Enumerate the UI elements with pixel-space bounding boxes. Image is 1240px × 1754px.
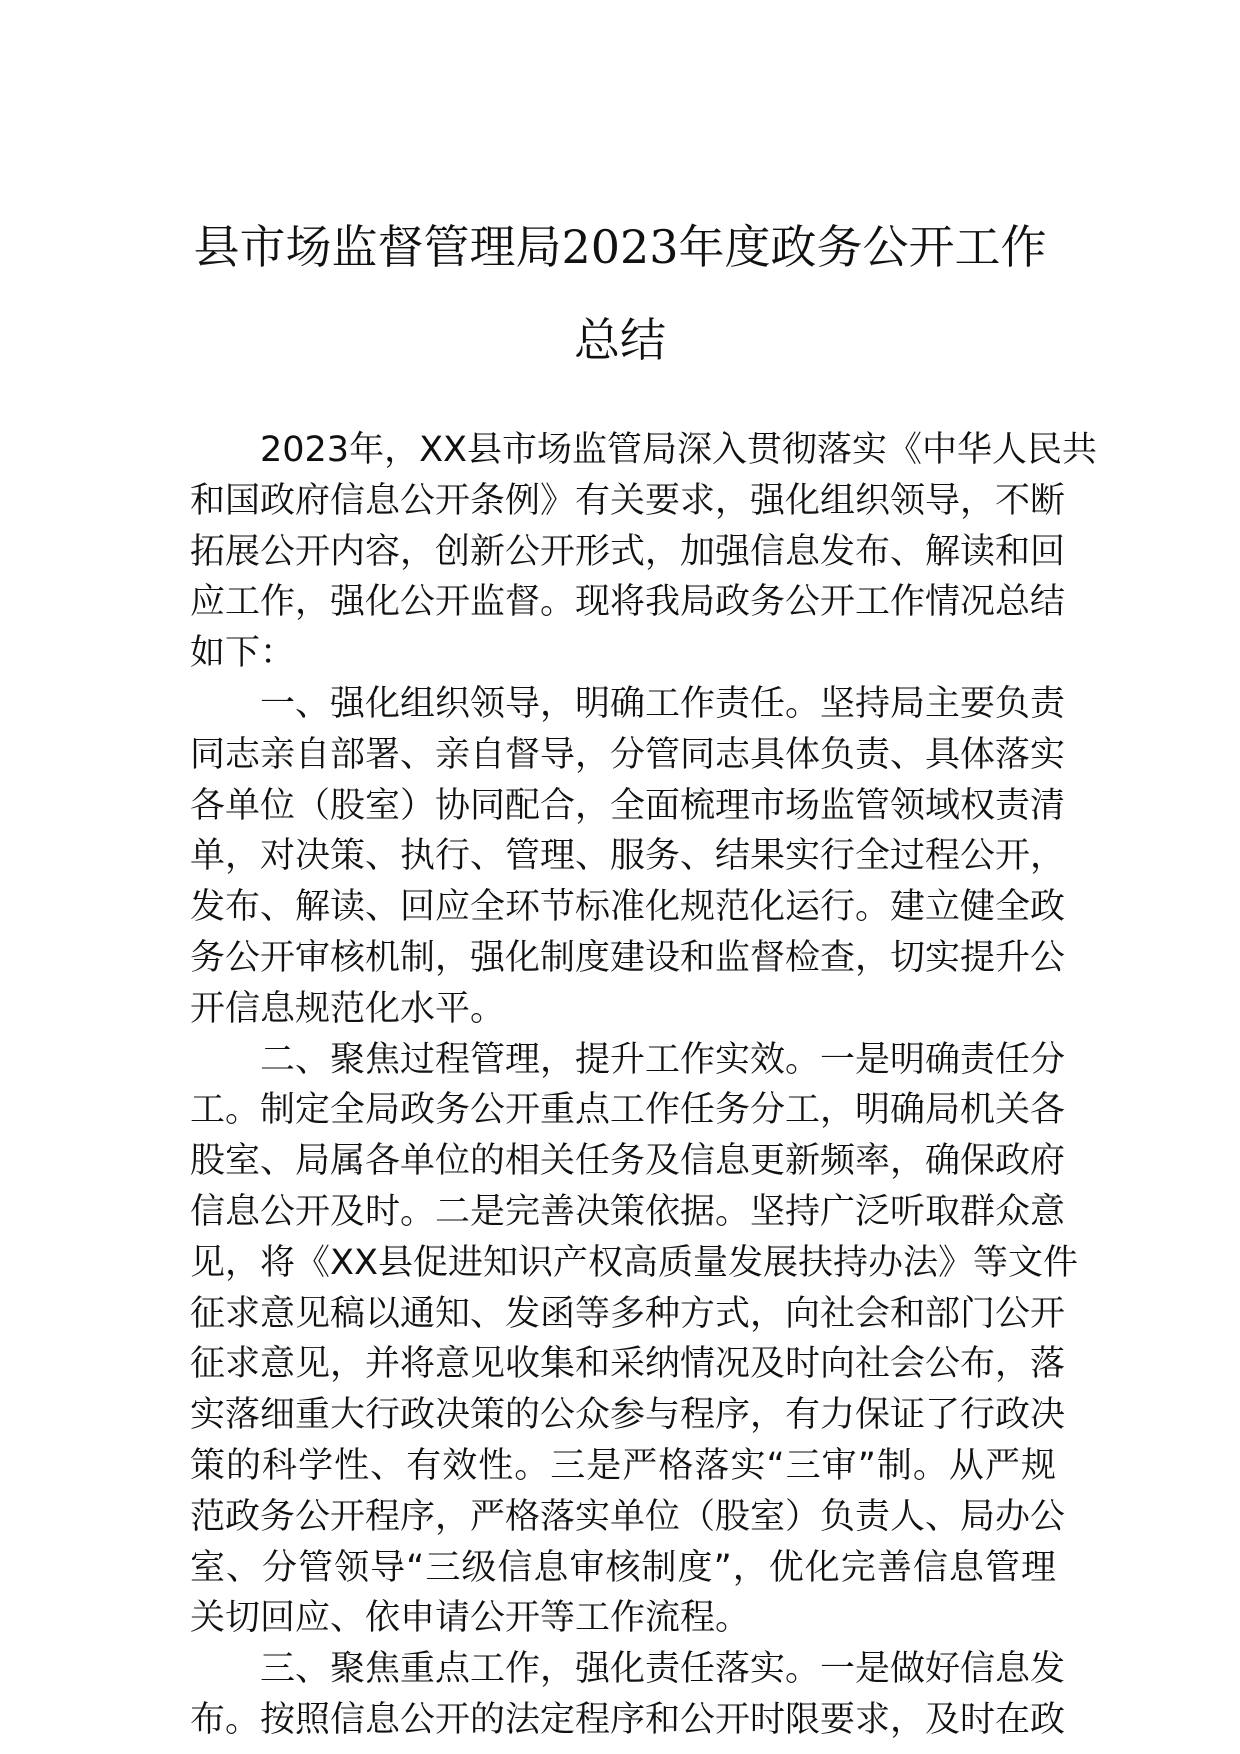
body-text-line: 应工作，强化公开监督。现将我局政务公开工作情况总结 xyxy=(190,582,1066,623)
body-text-line: 开信息规范化水平。 xyxy=(190,988,506,1029)
body-text-line: 关切回应、依申请公开等工作流程。 xyxy=(190,1598,751,1639)
body-text-line: 和国政府信息公开条例》有关要求，强化组织领导，不断 xyxy=(190,480,1066,521)
body-text-line: 各单位（股室）协同配合，全面梳理市场监管领域权责清 xyxy=(190,785,1066,826)
body-text-line: 征求意见，并将意见收集和采纳情况及时向社会公布，落 xyxy=(190,1344,1066,1385)
document-title-line-2: 总结 xyxy=(574,313,666,367)
body-text-line: 发布、解读、回应全环节标准化规范化运行。建立健全政 xyxy=(190,887,1066,928)
body-text-line: 同志亲自部署、亲自督导，分管同志具体负责、具体落实 xyxy=(190,734,1066,775)
body-text-line: 如下： xyxy=(190,633,296,674)
body-text-line: 股室、局属各单位的相关任务及信息更新频率，确保政府 xyxy=(190,1141,1066,1182)
body-text-line: 实落细重大行政决策的公众参与程序，有力保证了行政决 xyxy=(190,1395,1066,1436)
body-text-line: 一、强化组织领导，明确工作责任。坚持局主要负责 xyxy=(260,683,1066,724)
body-text-line: 二、聚焦过程管理，提升工作实效。一是明确责任分 xyxy=(260,1039,1066,1080)
body-text-line: 征求意见稿以通知、发函等多种方式，向社会和部门公开 xyxy=(190,1293,1066,1334)
body-text-line: 务公开审核机制，强化制度建设和监督检查，切实提升公 xyxy=(190,937,1066,978)
body-text-line: 范政务公开程序，严格落实单位（股室）负责人、局办公 xyxy=(190,1496,1066,1537)
body-text-line: 2023年，XX县市场监管局深入贯彻落实《中华人民共 xyxy=(260,430,1098,470)
document-title-line-1: 县市场监督管理局2023年度政务公开工作 xyxy=(193,220,1047,274)
body-text-line: 信息公开及时。二是完善决策依据。坚持广泛听取群众意 xyxy=(190,1191,1066,1232)
body-text-line: 三、聚焦重点工作，强化责任落实。一是做好信息发 xyxy=(260,1649,1066,1690)
body-text-line: 见，将《XX县促进知识产权高质量发展扶持办法》等文件 xyxy=(190,1242,1078,1283)
body-text-line: 室、分管领导“三级信息审核制度”，优化完善信息管理 xyxy=(190,1547,1056,1588)
body-text-line: 工。制定全局政务公开重点工作任务分工，明确局机关各 xyxy=(190,1090,1066,1131)
body-text-line: 策的科学性、有效性。三是严格落实“三审”制。从严规 xyxy=(190,1445,1056,1486)
body-text-line: 单，对决策、执行、管理、服务、结果实行全过程公开， xyxy=(190,836,1066,877)
body-text-line: 拓展公开内容，创新公开形式，加强信息发布、解读和回 xyxy=(190,531,1066,572)
body-text-line: 布。按照信息公开的法定程序和公开时限要求，及时在政 xyxy=(190,1699,1066,1740)
document-body xyxy=(190,425,1098,1746)
